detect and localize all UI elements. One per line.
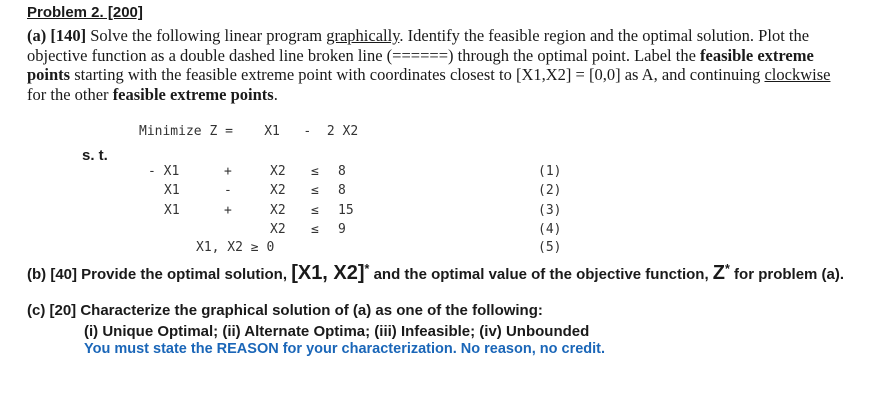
constraint-row: X1: [164, 203, 180, 218]
part-a-text-1: Solve the following linear program: [86, 26, 327, 45]
constraint-rel: ≤: [311, 222, 319, 237]
constraint-row: - X1: [148, 164, 180, 179]
constraint-x2: X2: [270, 183, 286, 198]
subject-to-label: s. t.: [82, 147, 108, 164]
part-a-underline-clockwise: clockwise: [764, 65, 831, 84]
constraint-op: +: [224, 203, 232, 218]
constraint-rhs: 8: [338, 164, 346, 179]
optimal-solution-symbol: [X1, X2]: [291, 262, 365, 284]
part-a-text-2: . Identify the feasible region and the optimal solution. Plot the objective function as a double dashed line broken line (======) through the optimal point. Label the: [27, 26, 810, 65]
part-a-lead: (a) [140]: [27, 26, 87, 45]
optimal-value-symbol: Z: [712, 262, 726, 284]
constraint-op: -: [224, 183, 232, 198]
constraint-row: X1: [164, 183, 180, 198]
part-a-text-4: for the other: [27, 84, 113, 104]
optimal-star-2: *: [725, 262, 730, 276]
part-a-underline-graphically: graphically: [326, 26, 400, 45]
constraint-tag: (1): [538, 164, 562, 179]
part-b-text-1: (b) [40] Provide the optimal solution,: [27, 266, 292, 283]
part-b-text-3: for problem (a).: [729, 266, 845, 283]
part-a-bold-1: feasible extreme points: [27, 45, 814, 84]
constraint-rhs: 8: [338, 183, 346, 198]
optimal-star-1: *: [364, 262, 370, 276]
part-c-question: (c) [20] Characterize the graphical solution of (a) as one of the following:: [27, 302, 543, 319]
constraint-rel: ≤: [311, 183, 319, 198]
constraint-tag: (5): [538, 240, 562, 255]
constraint-tag: (2): [538, 183, 562, 198]
part-b-text-2: and the optimal value of the objective function,: [369, 266, 713, 283]
nonnegativity-constraint: X1, X2 ≥ 0: [196, 240, 275, 255]
part-c-options: (i) Unique Optimal; (ii) Alternate Optima; (iii) Infeasible; (iv) Unbounded: [84, 323, 590, 340]
constraint-x2: X2: [270, 222, 286, 237]
part-a-text-5: .: [273, 84, 278, 104]
part-a-text-3: starting with the feasible extreme point with coordinates closest to [X1,X2] = [0,0] as A, and continuing: [70, 65, 765, 84]
constraint-x2: X2: [270, 203, 286, 218]
constraint-op: +: [224, 164, 232, 179]
constraint-rel: ≤: [311, 164, 319, 179]
objective-function: Minimize Z = X1 - 2 X2: [139, 124, 359, 139]
part-b-question: [27, 262, 844, 285]
constraint-rhs: 15: [338, 203, 354, 218]
part-c-reason-note: You must state the REASON for your characterization. No reason, no credit.: [84, 341, 606, 357]
part-a-bold-2: feasible extreme points: [112, 84, 274, 104]
part-a-instructions: [27, 26, 847, 104]
constraint-tag: (3): [538, 203, 562, 218]
problem-title: Problem 2. [200]: [27, 4, 143, 21]
constraint-tag: (4): [538, 222, 562, 237]
constraint-x2: X2: [270, 164, 286, 179]
constraint-rel: ≤: [311, 203, 319, 218]
constraint-rhs: 9: [338, 222, 346, 237]
